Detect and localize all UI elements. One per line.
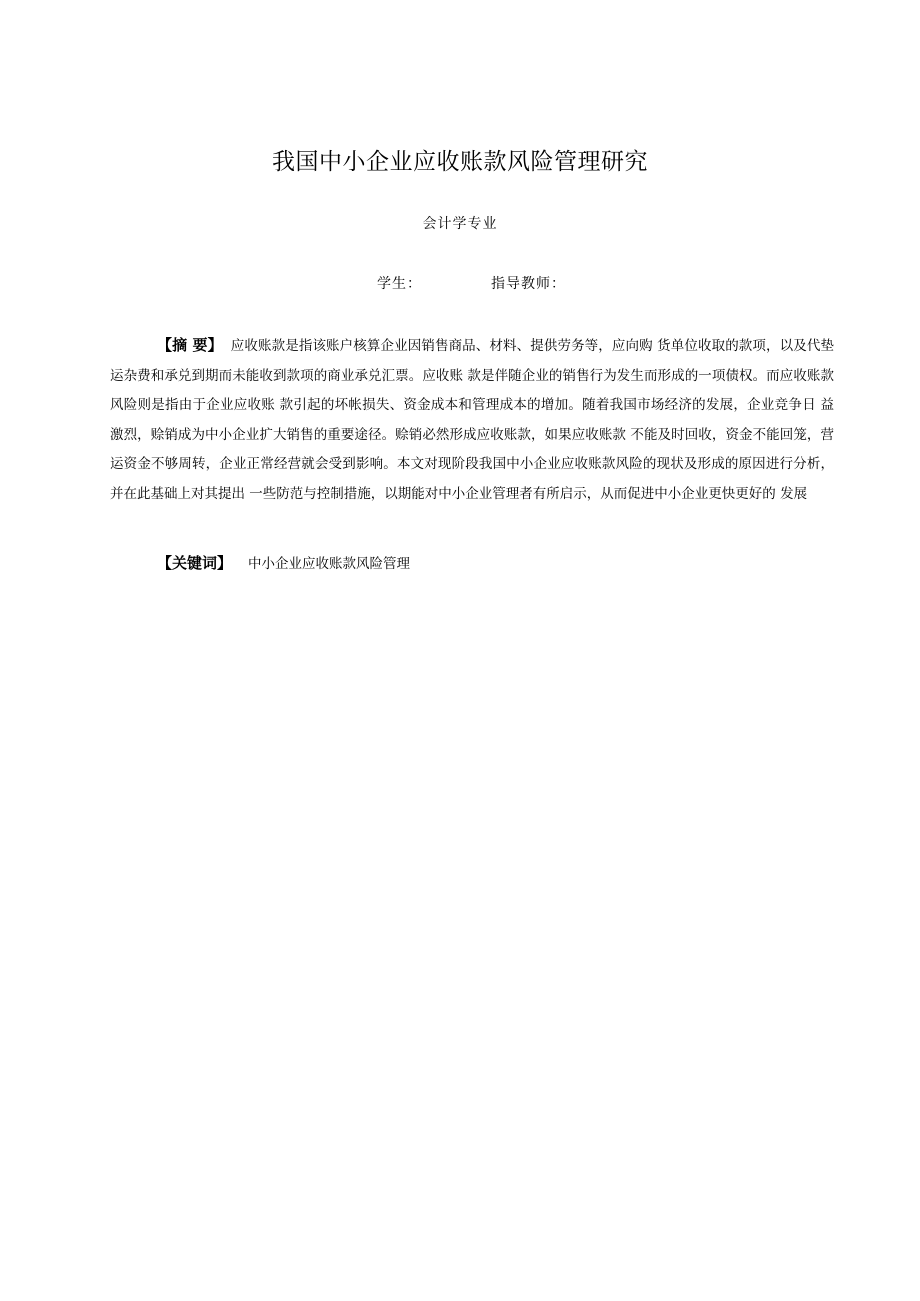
advisor-label: 指导教师： — [491, 276, 566, 292]
keywords-line — [157, 551, 410, 576]
paper-title: 我国中小企业应收账款风险管理研究 — [272, 149, 648, 175]
abstract-paragraph — [110, 331, 834, 509]
major-line: 会计学专业 — [422, 216, 498, 232]
student-label: 学生： — [377, 276, 422, 292]
keywords-label: 【关键词】 — [157, 554, 233, 572]
abstract-text: 应收账款是指该账户核算企业因销售商品、材料、提供劳务等，应向购 货单位收取的款项，以及代垫运杂费和承兑到期而未能收到款项的商业承兑汇票。应收账 款是伴随企业的销售行为发生而形成的一项债权。而应收账款风险则是指由于企业应收账 款引起的坏帐损失、资金成本和管理成本的增加。随着我国市场经济的发展，企业竞争日 益激烈，赊销成为中小企业扩大销售的重要途径。赊销必然形成应收账款，如果应收账款 不能及时回收，资金不能回笼，营运资金不够周转，企业正常经营就会受到影响。本文对现阶段我国中小企业应收账款风险的现状及形成的原因进行分析，并在此基础上对其提出 一些防范与控制措施，以期能对中小企业管理者有所启示，从而促进中小企业更快更好的 发展 — [110, 338, 834, 502]
abstract-label: 【摘 要】 — [157, 336, 223, 354]
keywords-text: 中小企业应收账款风险管理 — [248, 556, 411, 572]
